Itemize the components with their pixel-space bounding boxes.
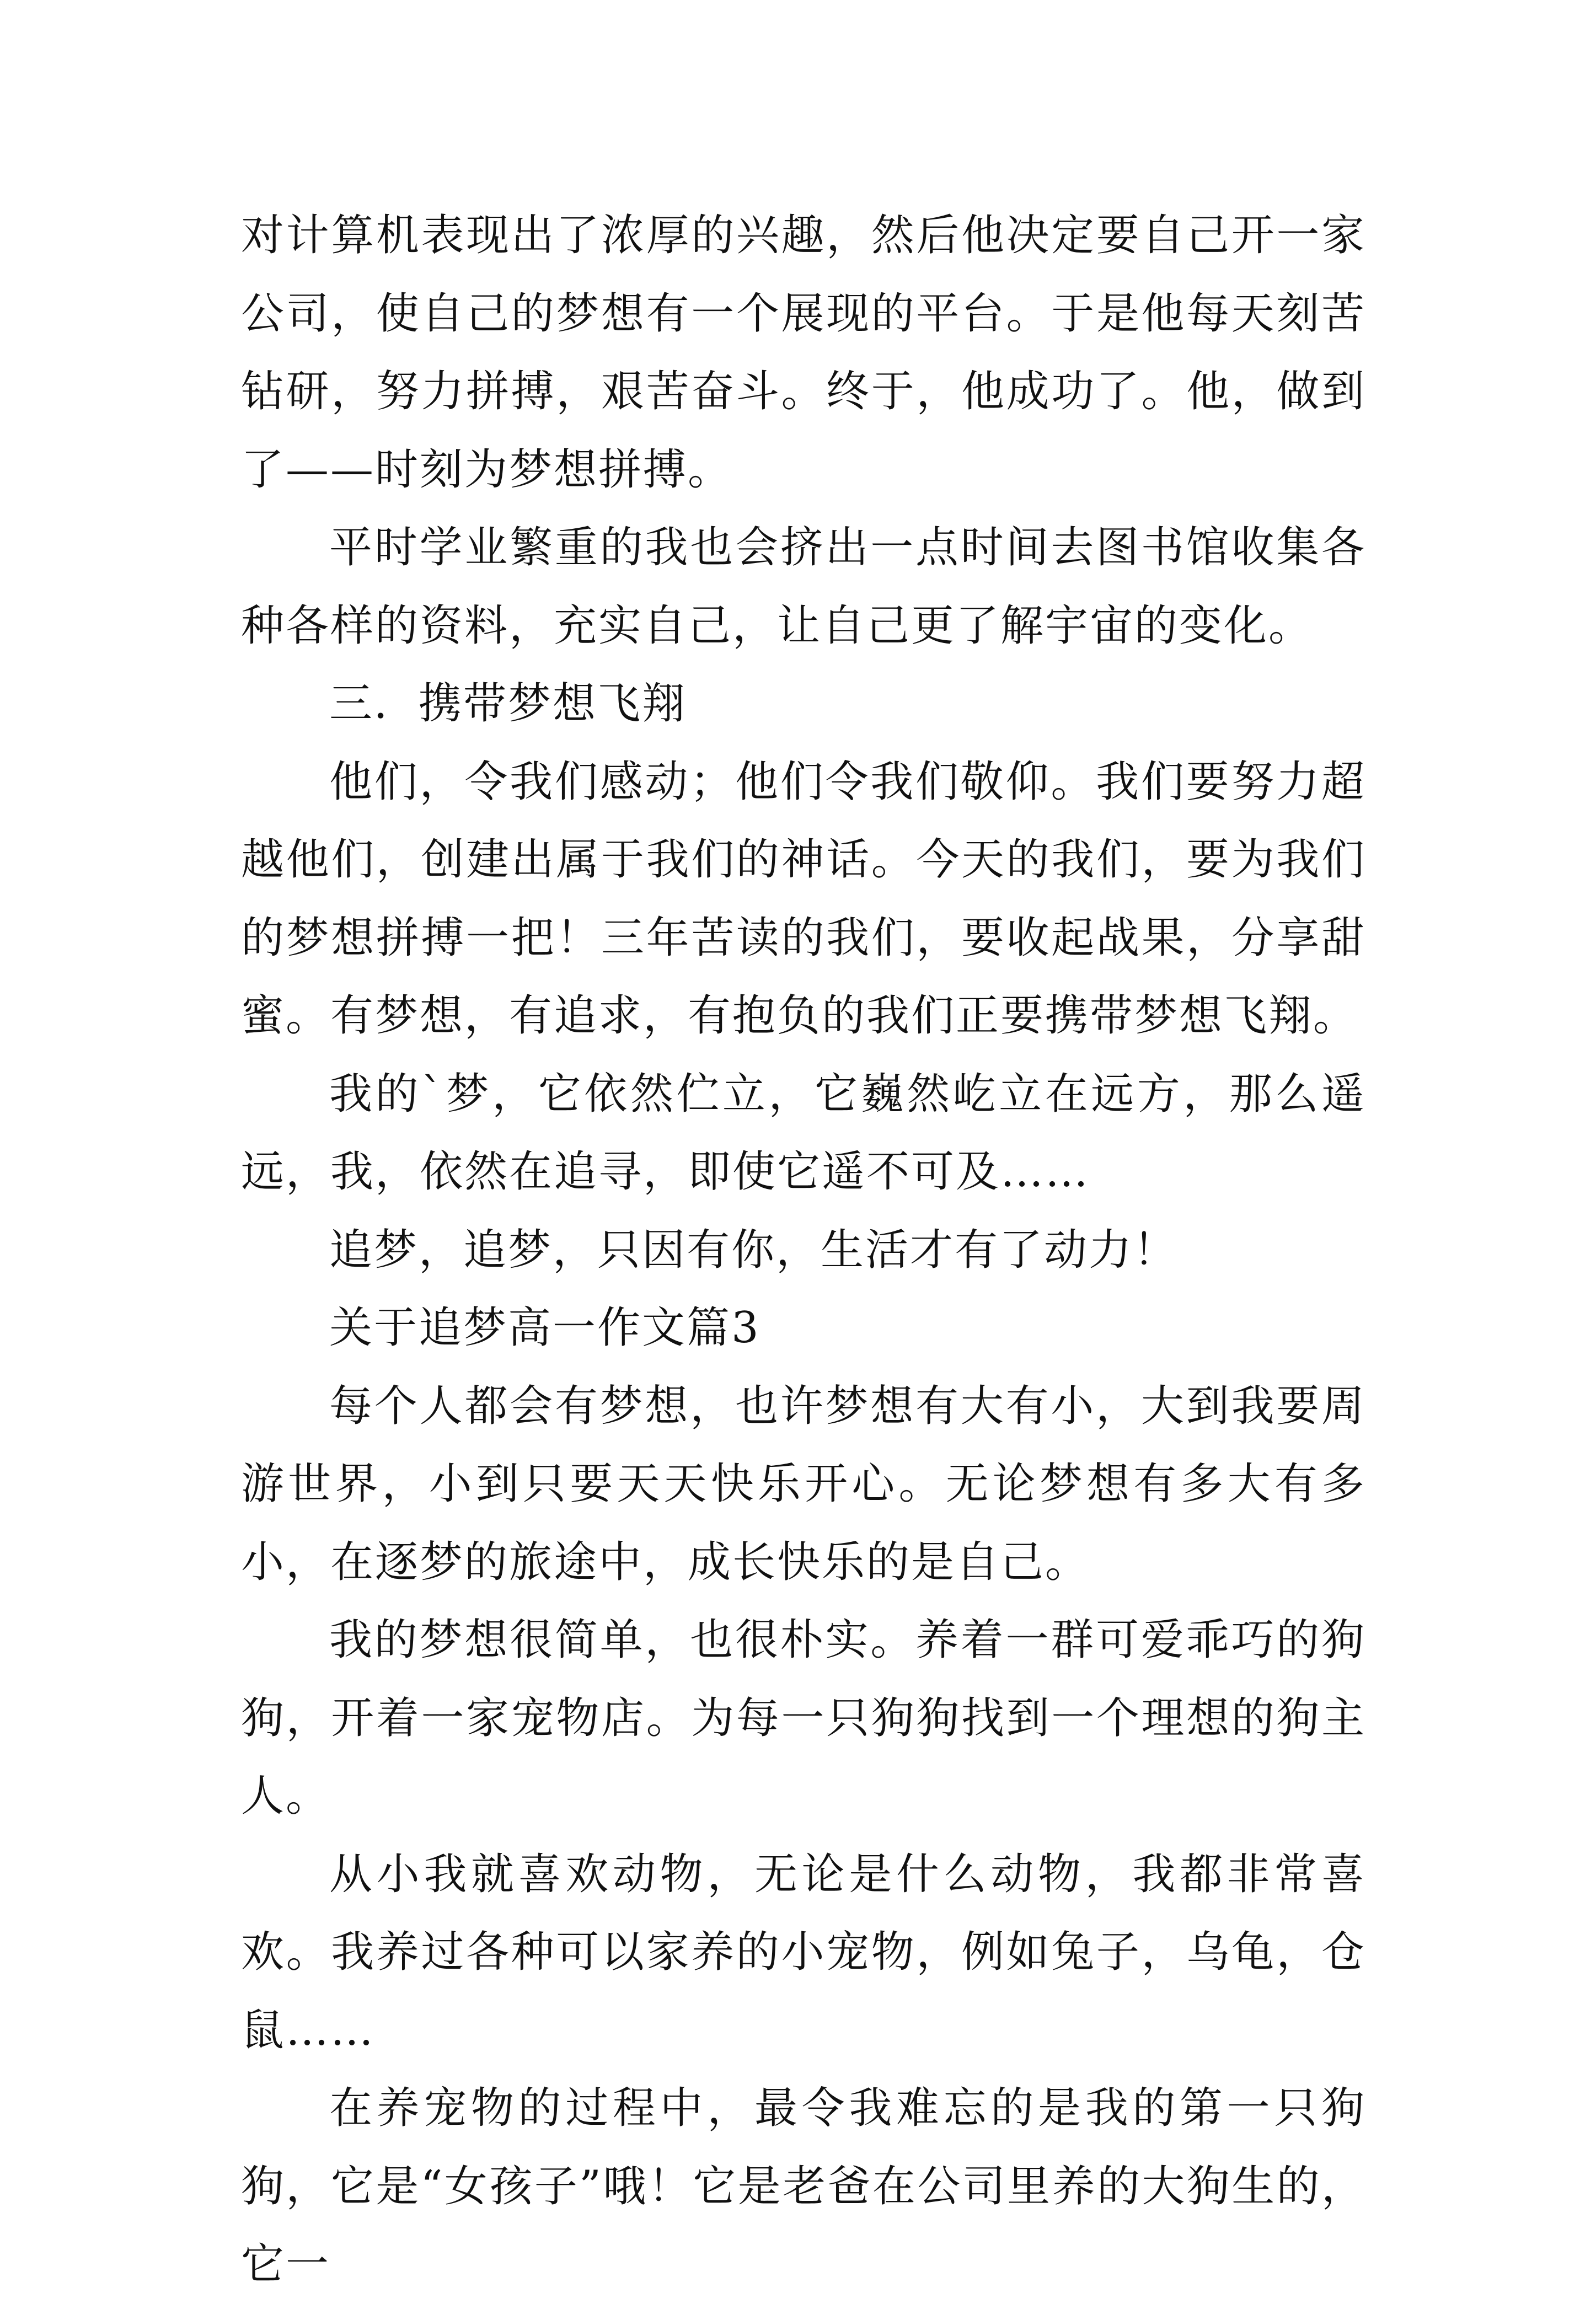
paragraph-11: 在养宠物的过程中，最令我难忘的是我的第一只狗狗，它是“女孩子”哦！它是老爸在公司里养的大狗生的，它一 xyxy=(241,2083,1366,2289)
paragraph-9: 我的梦想很简单，也很朴实。养着一群可爱乖巧的狗狗，开着一家宠物店。为每一只狗狗找到一个理想的狗主人。 xyxy=(241,1615,1366,1821)
section-heading-3: 三．携带梦想飞翔 xyxy=(329,679,687,728)
paragraph-4: 他们，令我们感动；他们令我们敬仰。我们要努力超越他们，创建出属于我们的神话。今天的我们，要为我们的梦想拼搏一把！三年苦读的我们，要收起战果，分享甜蜜。有梦想，有追求，有抱负的我们正要携带梦想飞翔。 xyxy=(241,757,1366,1041)
paragraph-6: 追梦，追梦，只因有你，生活才有了动力！ xyxy=(329,1225,1179,1275)
paragraph-8: 每个人都会有梦想，也许梦想有大有小，大到我要周游世界，小到只要天天快乐开心。无论梦想有多大有多小，在逐梦的旅途中，成长快乐的是自己。 xyxy=(241,1381,1366,1587)
document-body xyxy=(241,197,1366,2304)
paragraph-10: 从小我就喜欢动物，无论是什么动物，我都非常喜欢。我养过各种可以家养的小宠物，例如兔子，乌龟，仓鼠…… xyxy=(241,1849,1366,2055)
paragraph-1: 对计算机表现出了浓厚的兴趣，然后他决定要自己开一家公司，使自己的梦想有一个展现的平台。于是他每天刻苦钻研，努力拼搏，艰苦奋斗。终于，他成功了。他，做到了——时刻为梦想拼搏。 xyxy=(241,211,1366,495)
paragraph-2: 平时学业繁重的我也会挤出一点时间去图书馆收集各种各样的资料，充实自己，让自己更了解宇宙的变化。 xyxy=(241,523,1366,651)
essay-title-heading: 关于追梦高一作文篇3 xyxy=(329,1303,760,1353)
paragraph-5: 我的`梦，它依然伫立，它巍然屹立在远方，那么遥远，我，依然在追寻，即使它遥不可及…… xyxy=(241,1069,1366,1197)
